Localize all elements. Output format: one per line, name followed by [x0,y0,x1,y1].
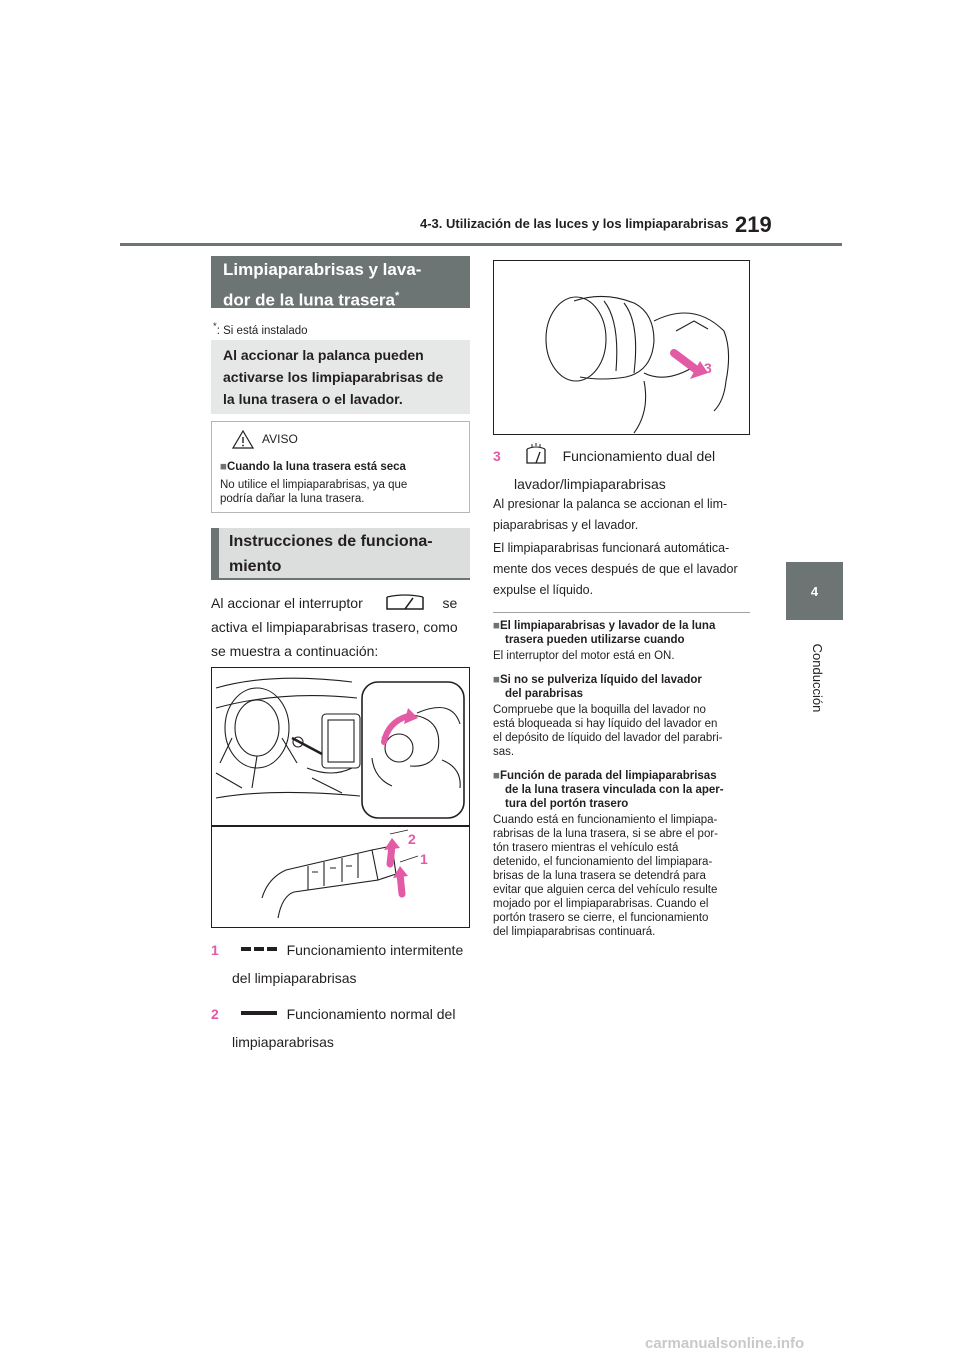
intro-line: activa el limpiaparabrisas trasero, como [211,619,458,635]
warning-text: podría dañar la luna trasera. [220,493,365,505]
item-text: Funcionamiento normal del [286,1006,456,1022]
info-text: evitar que alguien cerca del vehículo resulte [493,884,718,896]
rear-wiper-icon [385,593,425,613]
item-1-line1 [211,938,481,962]
item-3 [493,443,763,496]
note-line: activarse los limpiaparabrisas de [223,369,444,385]
footnote-text: : Si está instalado [216,324,308,337]
warning-box [211,421,470,513]
info-heading-text: El limpiaparabrisas y lavador de la luna [499,620,716,632]
item-number: 2 [211,1006,219,1022]
washer-drawing [494,261,749,434]
footnote-mark: * [213,321,217,332]
square-bullet-icon: ■ [493,620,500,632]
section-heading-instructions [211,528,470,580]
info-rule [493,612,750,613]
note-line: la luna trasera o el lavador. [223,391,403,407]
square-bullet-icon: ■ [493,674,500,686]
paragraph-line: El limpiaparabrisas funcionará automática- [493,541,730,555]
heading-line [223,283,458,314]
heading-line: miento [229,558,282,575]
header-rule [120,243,842,246]
info-text: El interruptor del motor está en ON. [493,650,675,662]
item-text: Funcionamiento intermitente [286,942,464,958]
intermittent-icon [241,944,277,954]
paragraph-line: Al presionar la palanca se accionan el lim- [493,497,728,511]
square-bullet-icon: ■ [493,770,500,782]
item-number: 3 [493,448,501,464]
lever-drawing [212,668,469,927]
info-text: está bloqueada si hay líquido del lavador en [493,718,718,730]
figure-label-2: 2 [408,831,416,847]
heading-text: dor de la luna trasera [223,290,395,310]
washer-illustration [493,260,750,435]
lever-illustration [211,667,470,928]
item-text: lavador/limpiaparabrisas [514,476,666,492]
note-line: Al accionar la palanca pueden [223,347,424,363]
washer-paragraph [493,494,753,601]
note-box [211,340,470,414]
info-section [493,619,753,939]
item-1 [211,938,481,990]
chapter-label: Conducción [810,643,825,713]
paragraph-line: expulse el líquido. [493,583,594,597]
info-text: detenido, el funcionamiento del limpiapara- [493,856,713,868]
item-number: 1 [211,942,219,958]
figure-label-3: 3 [704,360,712,376]
warning-heading-text: Cuando la luna trasera está seca [226,461,406,473]
footnote [213,320,308,338]
info-text: rabrisas de la luna trasera, si se abre el por- [493,828,718,840]
info-text: del limpiaparabrisas continuará. [493,926,656,938]
info-heading-text: Si no se pulveriza líquido del lavador [499,674,702,686]
section-heading-rear-wiper [211,256,470,308]
item-2 [211,1002,481,1054]
normal-speed-icon [241,1008,277,1018]
info-text: portón trasero se cierre, el funcionamiento [493,912,709,924]
info-heading [493,619,753,633]
paragraph-line: piaparabrisas y el lavador. [493,518,639,532]
heading-line: Instrucciones de funciona- [229,533,433,550]
info-text: mojado por el limpiaparabrisas. Cuando el [493,898,709,910]
intro-text: se [442,595,458,611]
chapter-tab: 4 [786,562,843,620]
info-heading [493,673,753,687]
info-text: sas. [493,746,515,758]
item-2-line1 [211,1002,481,1026]
intro-line [211,591,481,615]
washer-wiper-icon [523,443,549,465]
info-heading-text: trasera pueden utilizarse cuando [505,634,685,646]
info-text: Cuando está en funcionamiento el limpiapa- [493,814,718,826]
info-heading-text: de la luna trasera vinculada con la aper- [505,784,724,796]
info-heading [493,769,753,783]
item-text: limpiaparabrisas [232,1034,334,1050]
figure-label-1: 1 [420,851,428,867]
info-heading-text: tura del portón trasero [505,798,629,810]
info-text: el depósito de líquido del lavador del parabri- [493,732,723,744]
intro-text: Al accionar el interruptor [211,595,363,611]
heading-line: Limpiaparabrisas y lava- [223,260,422,279]
item-text: del limpiaparabrisas [232,970,357,986]
info-heading-text: Función de parada del limpiaparabrisas [499,770,717,782]
intro-paragraph [211,591,481,663]
warning-title: AVISO [262,432,298,446]
page-number: 219 [735,212,772,237]
paragraph-line: mente dos veces después de que el lavador [493,562,738,576]
info-text: tón trasero mientras el vehículo está [493,842,679,854]
info-text: Compruebe que la boquilla del lavador no [493,704,706,716]
heading-asterisk: * [394,290,400,302]
warning-title-row [232,428,461,450]
item-text: Funcionamiento dual del [562,448,716,464]
intro-line: se muestra a continuación: [211,643,379,659]
info-text: brisas de la luna trasera se detendrá para [493,870,706,882]
warning-heading [220,460,461,474]
warning-text: No utilice el limpiaparabrisas, ya que [220,479,408,491]
watermark: carmanualsonline.info [645,1335,805,1352]
square-bullet-icon: ■ [220,461,227,473]
warning-triangle-icon [232,430,254,449]
section-title: 4-3. Utilización de las luces y los limpiaparabrisas [420,216,729,231]
info-heading-text: del parabrisas [505,688,583,700]
item-3-line1 [493,443,763,468]
